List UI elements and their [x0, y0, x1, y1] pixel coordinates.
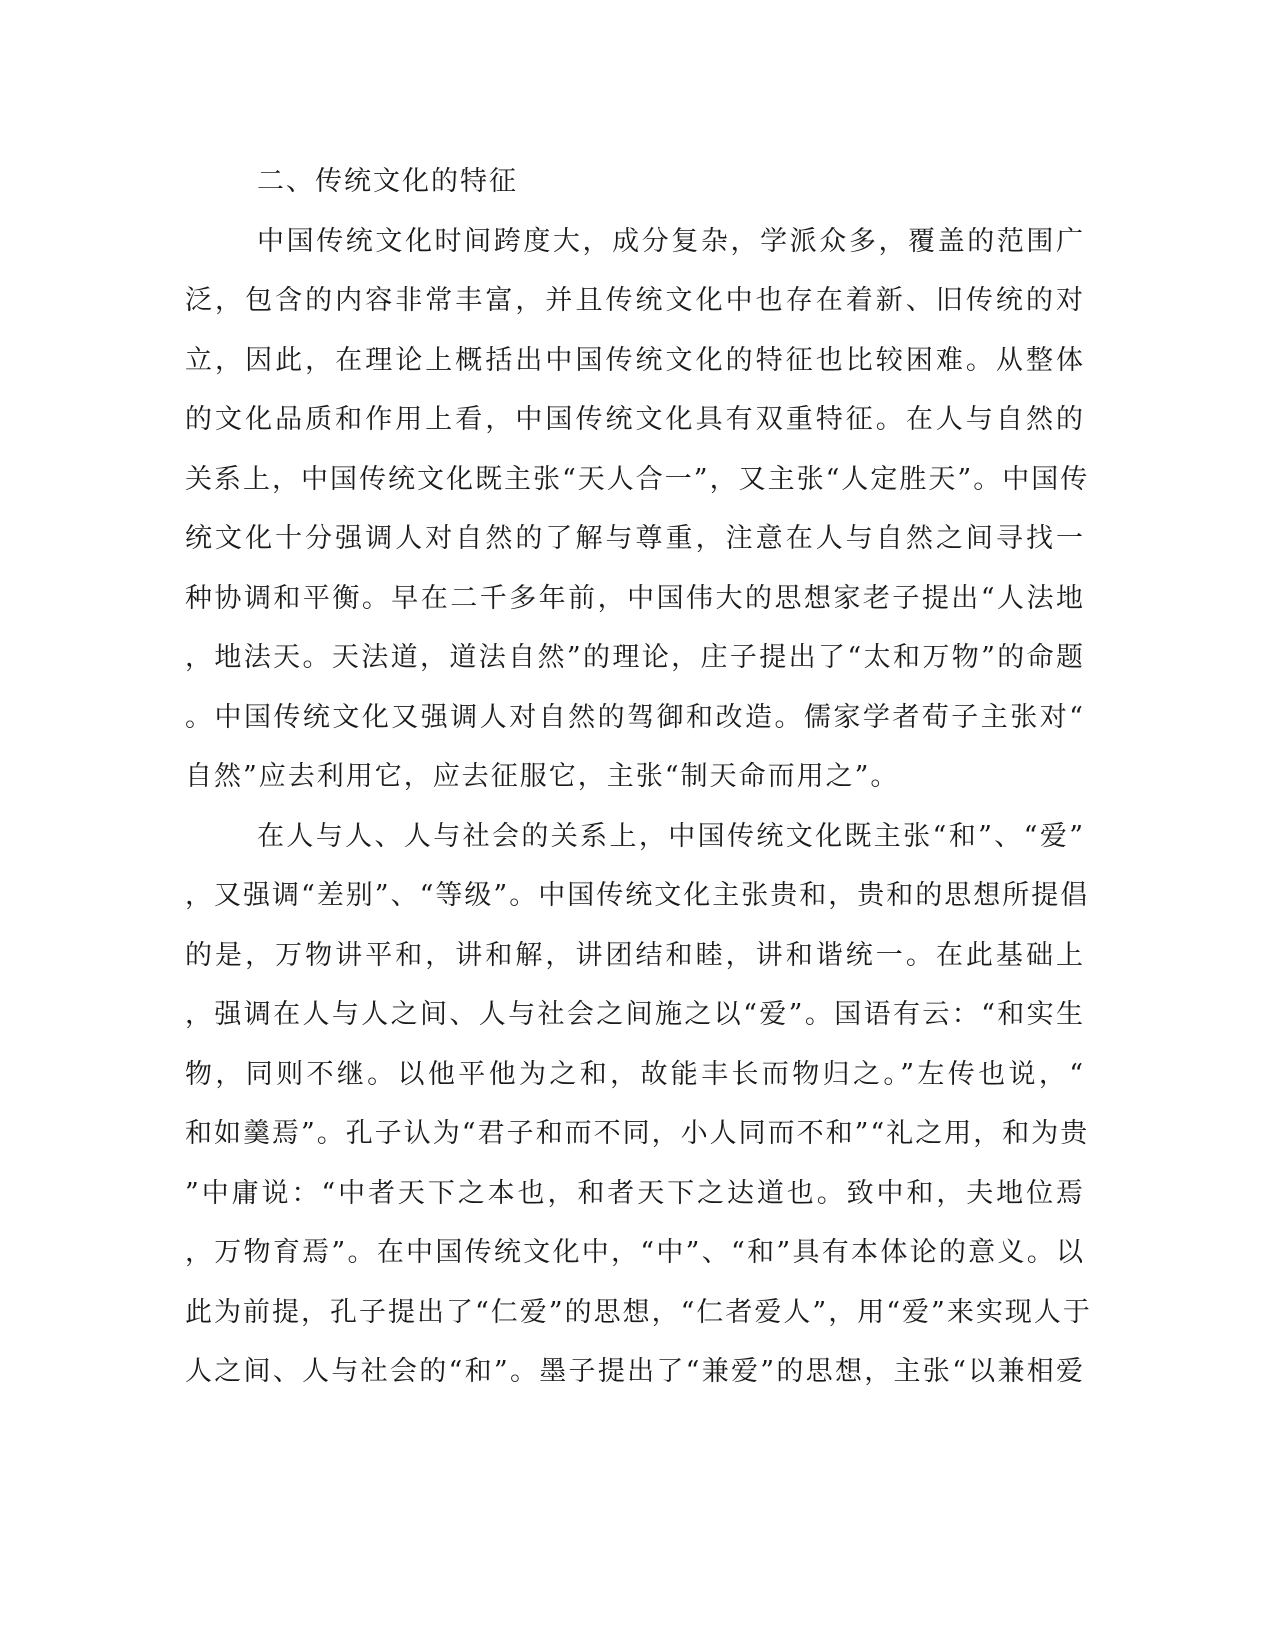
- text-line: 泛，包含的内容非常丰富，并且传统文化中也存在着新、旧传统的对: [185, 285, 1085, 316]
- text-line: 此为前提，孔子提出了“仁爱”的思想，“仁者爱人”，用“爱”来实现人于: [185, 1296, 1092, 1328]
- text-line: 物，同则不继。以他平他为之和，故能丰长而物归之。”左传也说，“: [185, 1058, 1085, 1090]
- text-line: 自然”应去利用它，应去征服它，主张“制天命而用之”。: [185, 761, 900, 792]
- text-line: 。中国传统文化又强调人对自然的驾御和改造。儒家学者荀子主张对“: [185, 701, 1085, 733]
- text-line: 和如羹焉”。孔子认为“君子和而不同，小人同而不和”“礼之用，和为贵: [185, 1118, 1090, 1149]
- text-line: 人之间、人与社会的“和”。墨子提出了“兼爱”的思想，主张“以兼相爱: [185, 1356, 1085, 1387]
- text-line: 在人与人、人与社会的关系上，中国传统文化既主张“和”、“爱”: [257, 820, 1085, 852]
- document-body: [185, 160, 1092, 1410]
- text-line: 的是，万物讲平和，讲和解，讲团结和睦，讲和谐统一。在此基础上: [185, 939, 1085, 971]
- section-heading: 二、传统文化的特征: [257, 166, 518, 197]
- text-line: ，万物育焉”。在中国传统文化中，“中”、“和”具有本体论的意义。以: [185, 1237, 1085, 1268]
- text-line: ”中庸说：“中者天下之本也，和者天下之达道也。致中和，夫地位焉: [185, 1177, 1085, 1209]
- text-line: 关系上，中国传统文化既主张“天人合一”，又主张“人定胜天”。中国传: [185, 463, 1090, 495]
- text-line: ，强调在人与人之间、人与社会之间施之以“爱”。国语有云：“和实生: [185, 999, 1085, 1030]
- text-line: ，地法天。天法道，道法自然”的理论，庄子提出了“太和万物”的命题: [185, 642, 1085, 673]
- text-line: ，又强调“差别”、“等级”。中国传统文化主张贵和，贵和的思想所提倡: [185, 880, 1090, 911]
- text-line: 的文化品质和作用上看，中国传统文化具有双重特征。在人与自然的: [185, 404, 1085, 435]
- text-line: 种协调和平衡。早在二千多年前，中国伟大的思想家老子提出“人法地: [185, 582, 1085, 614]
- text-line: 立，因此，在理论上概括出中国传统文化的特征也比较困难。从整体: [185, 344, 1085, 376]
- text-line: 统文化十分强调人对自然的了解与尊重，注意在人与自然之间寻找一: [185, 523, 1085, 554]
- text-line: 中国传统文化时间跨度大，成分复杂，学派众多，覆盖的范围广: [257, 225, 1085, 257]
